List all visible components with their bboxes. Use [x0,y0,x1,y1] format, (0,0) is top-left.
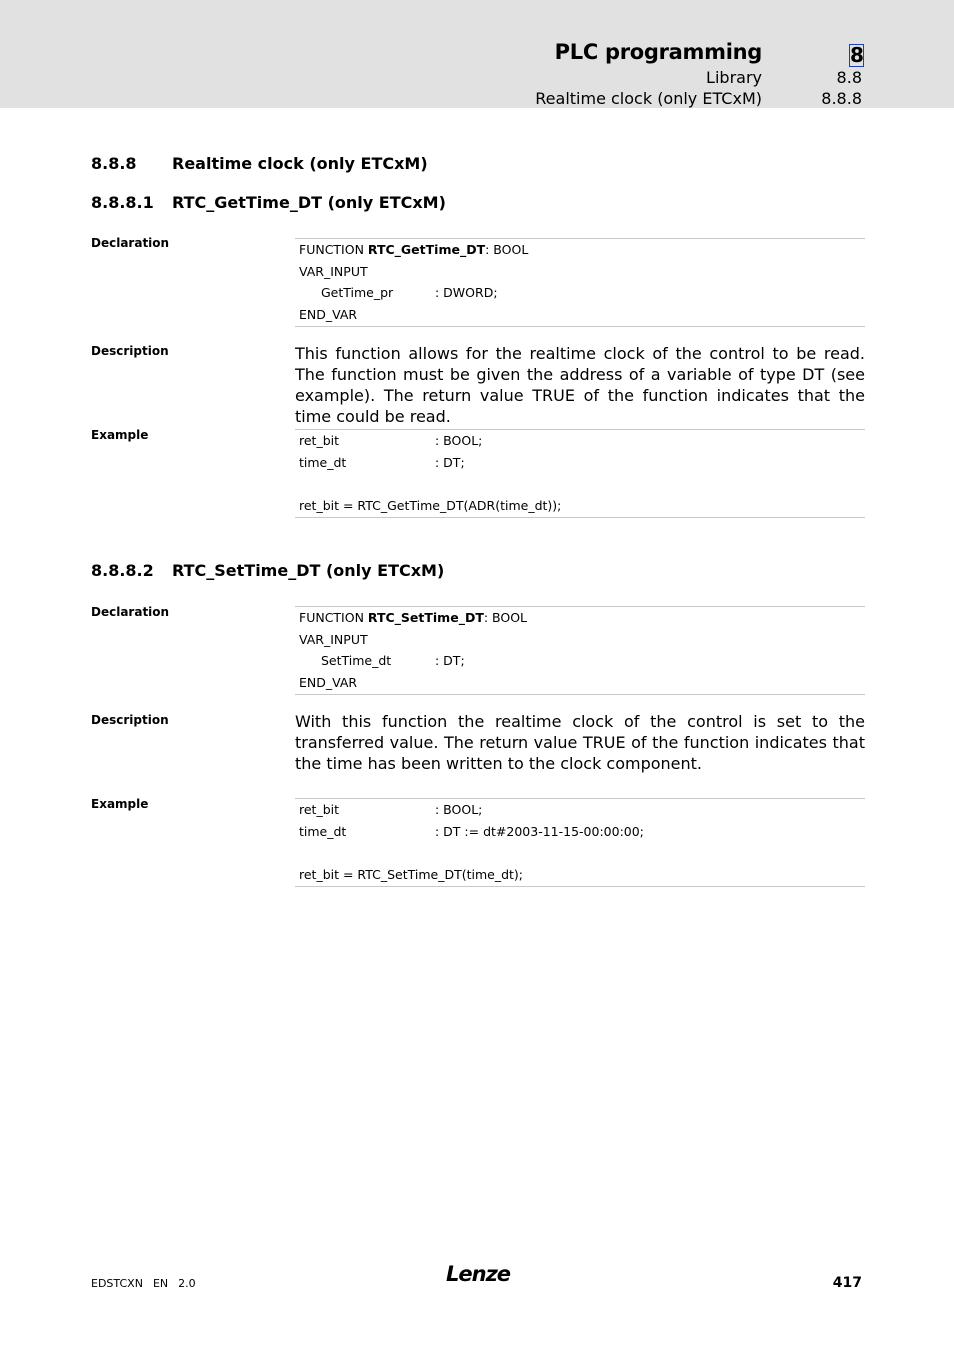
var-type: : DT := dt#2003-11-15-00:00:00; [435,823,644,839]
chapter-number-box[interactable]: 8 [850,43,864,67]
page-number: 417 [832,1275,862,1291]
return-type: : BOOL [485,242,529,257]
code-line [299,607,861,629]
subsection-1-title: RTC_GetTime_DT (only ETCxM) [172,193,446,212]
s2-declaration-label: Declaration [91,605,170,619]
page-header [0,0,954,108]
var-type: : DT; [435,454,465,470]
s1-example-label: Example [91,428,149,442]
s1-description-text: This function allows for the realtime clock of the control to be read. The function must be given the address of a variable of type DT (see example). The return value TRUE of the function indicates that the time could be read. [295,344,865,426]
var-type: : DWORD; [435,285,498,301]
s1-declaration-code [295,238,865,327]
code-line [299,430,861,452]
subsection-1-heading [91,193,446,212]
header-sub2-label: Realtime clock (only ETCxM) [535,89,762,108]
section-title: Realtime clock (only ETCxM) [172,154,428,173]
s2-example-code [295,798,865,887]
code-line [299,282,861,304]
var-name: ret_bit [299,433,340,448]
footer-language: EN [152,1277,169,1290]
code-line: ret_bit = RTC_SetTime_DT(time_dt); [299,867,524,883]
code-line: VAR_INPUT [299,263,368,279]
subsection-2-heading [91,561,444,580]
s2-description-label: Description [91,713,169,727]
s2-declaration-code [295,606,865,695]
header-sub1-num: 8.8 [836,68,862,87]
header-sub1-label: Library [706,68,762,87]
var-name: time_dt [299,823,347,839]
subsection-2-number: 8.8.8.2 [91,561,154,580]
var-name: time_dt [299,454,347,470]
s1-declaration-label: Declaration [91,236,170,250]
header-title: PLC programming [554,40,762,64]
var-name: ret_bit [299,802,340,817]
return-type: : BOOL [483,610,528,625]
s2-description-text: With this function the realtime clock of the control is set to the transferred value. The return value TRUE of the function indicates that the time has been written to the clock component. [295,712,865,773]
code-line: VAR_INPUT [299,631,368,647]
code-line [299,650,861,672]
code-line [299,799,861,821]
section-number: 8.8.8 [91,154,137,173]
s1-example-code [295,429,865,518]
section-heading [91,154,428,173]
s1-description-label: Description [91,344,169,358]
code-line: END_VAR [299,675,358,691]
lenze-logo: Lenze [446,1262,511,1286]
var-type: : BOOL; [435,802,483,817]
code-line: END_VAR [299,307,358,323]
subsection-2-title: RTC_SetTime_DT (only ETCxM) [172,561,445,580]
code-keyword: FUNCTION [299,242,368,257]
footer-doc-id: EDSTCXN [91,1277,143,1290]
code-line-blank [299,842,861,864]
var-name: GetTime_pr [321,285,394,301]
code-line-blank [299,473,861,495]
var-type: : DT; [435,653,465,669]
code-line: ret_bit = RTC_GetTime_DT(ADR(time_dt)); [299,498,562,514]
code-line [299,821,861,843]
var-type: : BOOL; [435,433,483,448]
function-name: RTC_GetTime_DT [367,242,486,257]
code-keyword: FUNCTION [299,610,368,625]
footer-version: 2.0 [178,1277,196,1290]
header-sub2-num: 8.8.8 [821,89,862,108]
subsection-1-number: 8.8.8.1 [91,193,154,212]
code-line [299,452,861,474]
s2-example-label: Example [91,797,149,811]
var-name: SetTime_dt [321,653,392,669]
footer-doc-info [91,1277,206,1290]
function-name: RTC_SetTime_DT [367,610,484,625]
code-line [299,239,861,261]
